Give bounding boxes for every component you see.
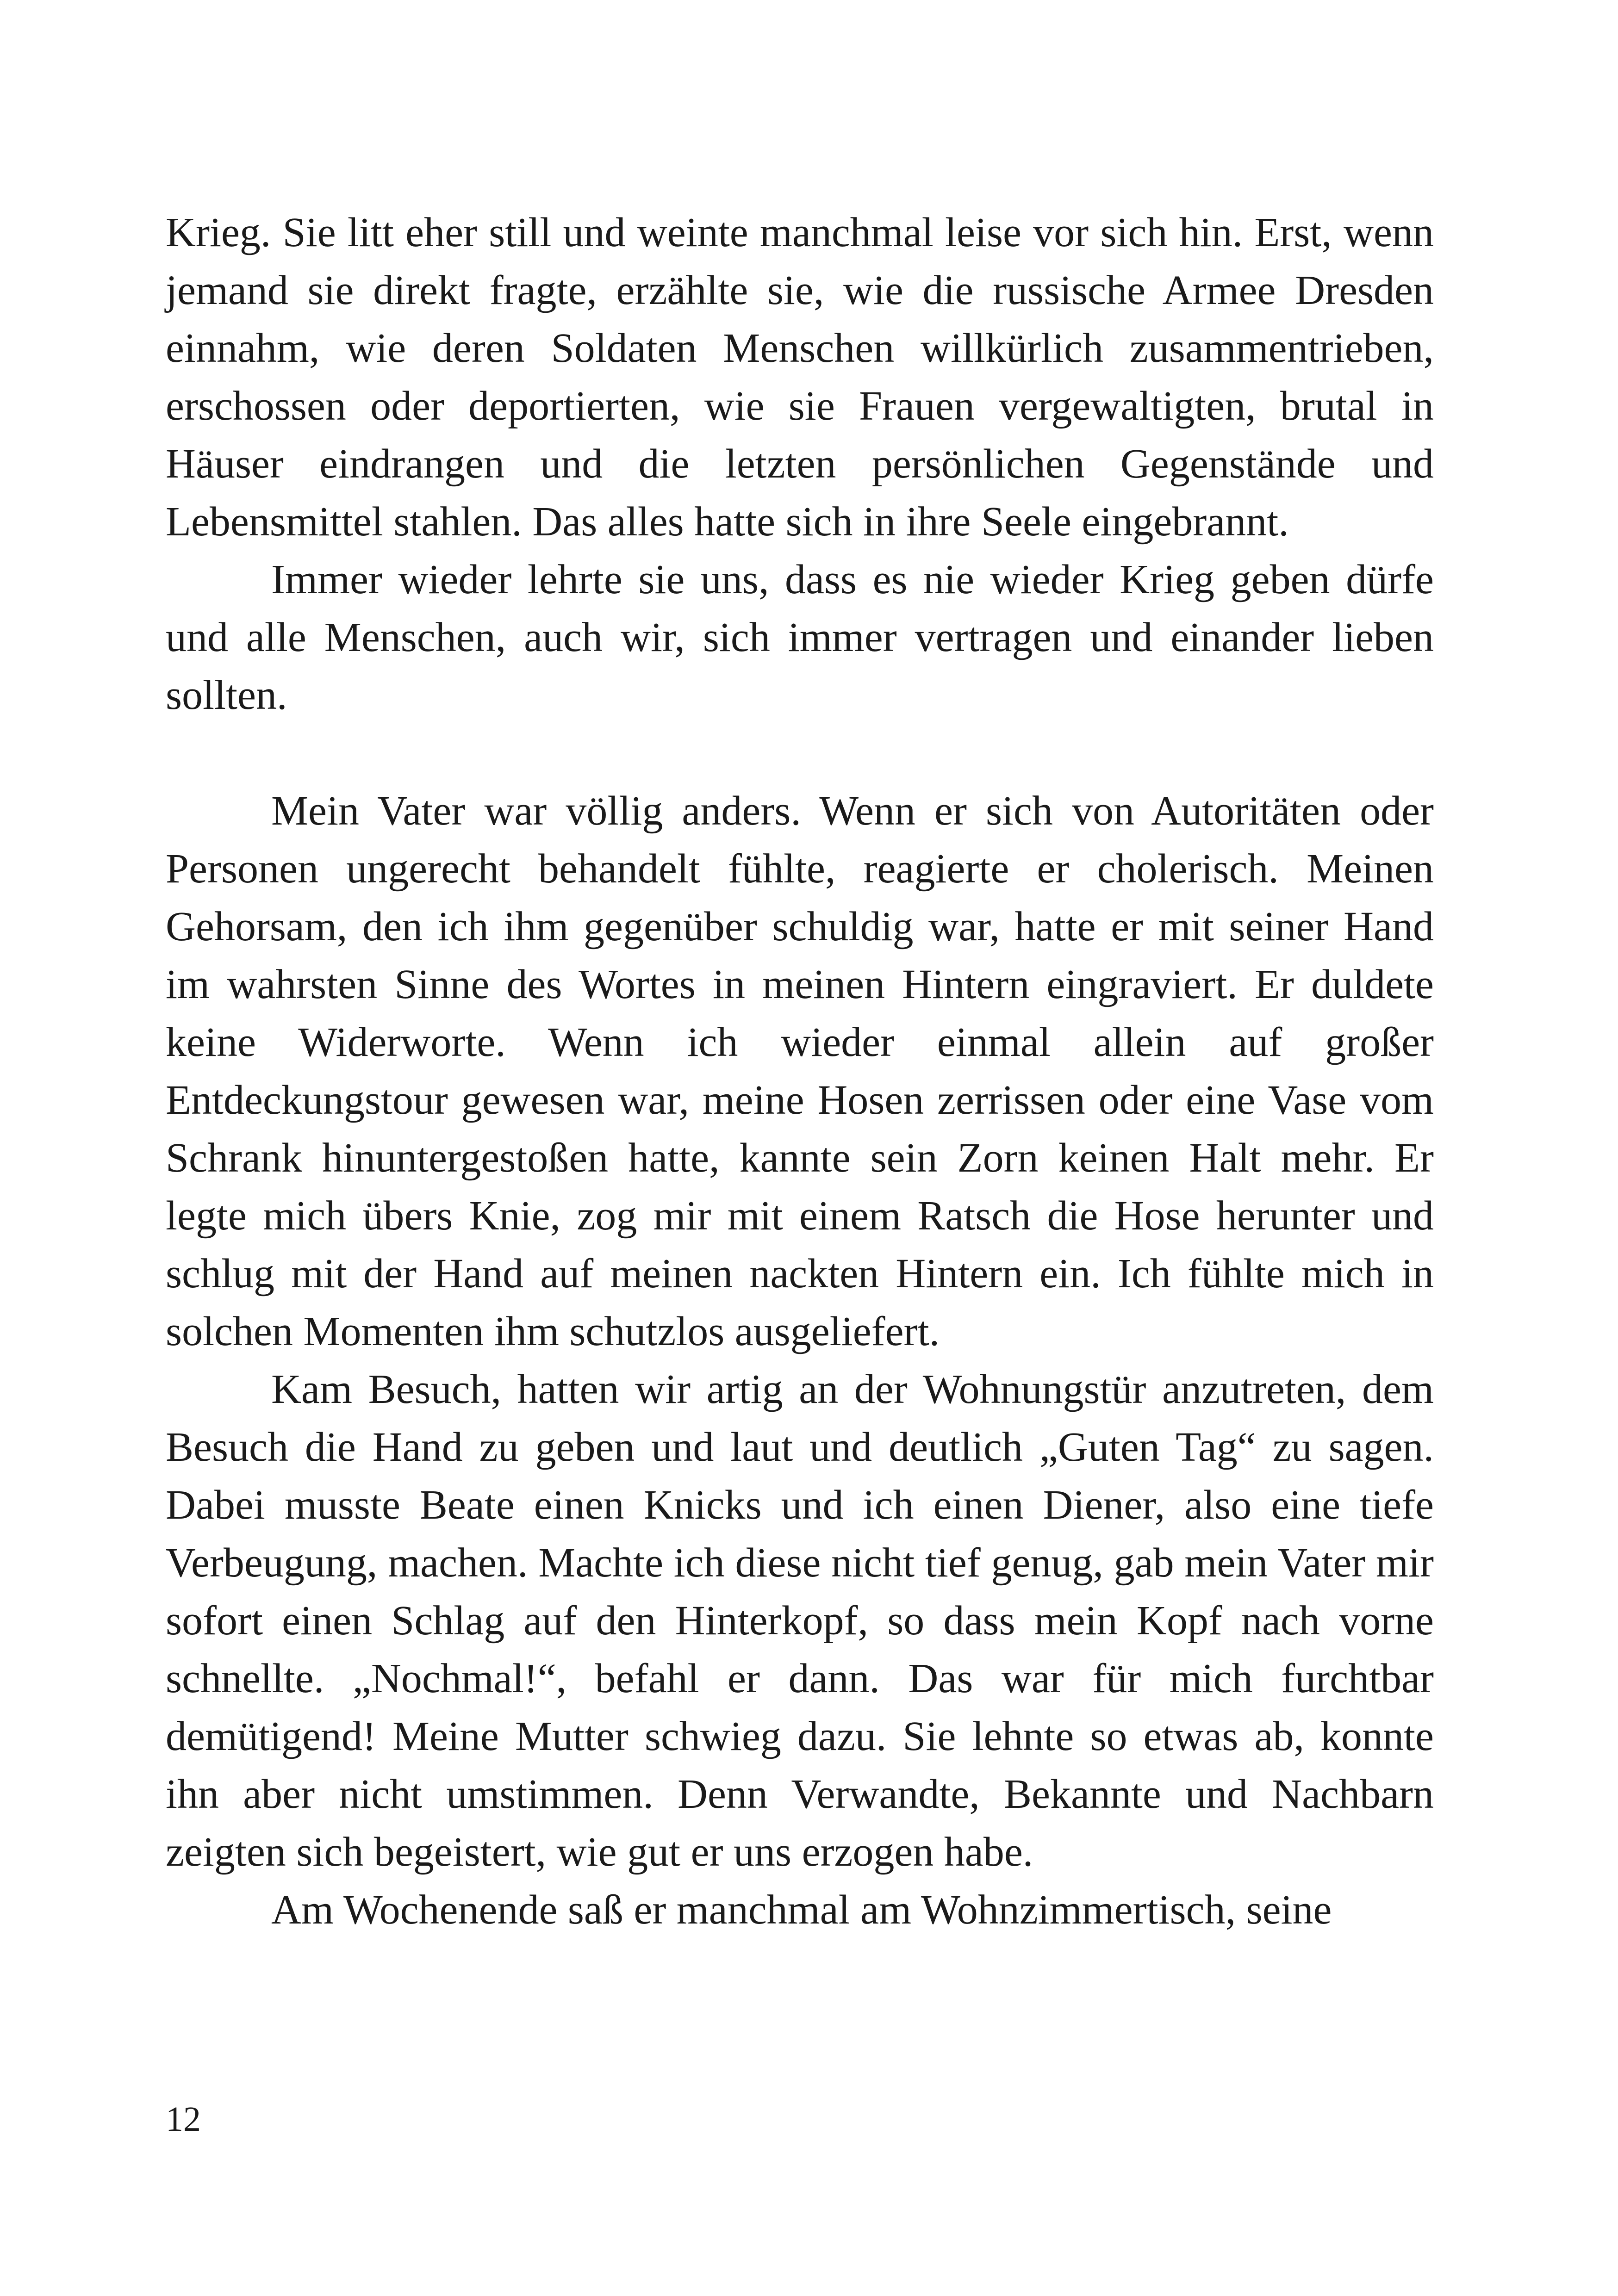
paragraph: Kam Besuch, hatten wir artig an der Wohnungstür anzutreten, dem Besuch die Hand zu geben und laut und deutlich „Guten Tag“ zu sagen. Dabei musste Beate einen Knicks und ich einen Diener, also eine tiefe Verbeugung, machen. Machte ich diese nicht tief genug, gab mein Vater mir sofort einen Schlag auf den Hinterkopf, so dass mein Kopf nach vorne schnellte. „Nochmal!“, befahl er dann. Das war für mich furchtbar demütigend! Meine Mutter schwieg dazu. Sie lehnte so etwas ab, konnte ihn aber nicht umstimmen. Denn Verwandte, Bekannte und Nachbarn zeigten sich begeistert, wie gut er uns erzogen habe. [166, 1366, 1434, 1875]
body-text [166, 204, 1434, 1939]
paragraph: Mein Vater war völlig anders. Wenn er sich von Autoritäten oder Personen ungerecht behandelt fühlte, reagierte er cholerisch. Meinen Gehorsam, den ich ihm gegenüber schuldig war, hatte er mit seiner Hand im wahrsten Sinne des Wortes in meinen Hintern eingraviert. Er duldete keine Widerworte. Wenn ich wieder einmal allein auf großer Entdeckungstour gewesen war, meine Hosen zerrissen oder eine Vase vom Schrank hinuntergestoßen hatte, kannte sein Zorn keinen Halt mehr. Er legte mich übers Knie, zog mir mit einem Ratsch die Hose herunter und schlug mit der Hand auf meinen nackten Hintern ein. Ich fühlte mich in solchen Momenten ihm schutzlos ausgeliefert. [166, 788, 1434, 1354]
paragraph: Immer wieder lehrte sie uns, dass es nie wieder Krieg geben dürfe und alle Menschen, auch wir, sich immer vertragen und einander lieben sollten. [166, 557, 1434, 718]
paragraph: Krieg. Sie litt eher still und weinte manchmal leise vor sich hin. Erst, wenn jemand sie direkt fragte, erzählte sie, wie die russische Armee Dresden einnahm, wie deren Soldaten Menschen willkürlich zusammentrieben, erschossen oder deportierten, wie sie Frauen vergewaltigten, brutal in Häuser eindrangen und die letzten persönlichen Gegenstände und Lebensmittel stahlen. Das alles hatte sich in ihre Seele eingebrannt. [166, 210, 1434, 545]
paragraph: Am Wochenende saß er manchmal am Wohnzimmertisch, seine [271, 1887, 1332, 1933]
section-break [166, 724, 1434, 782]
page-number: 12 [166, 2100, 201, 2139]
